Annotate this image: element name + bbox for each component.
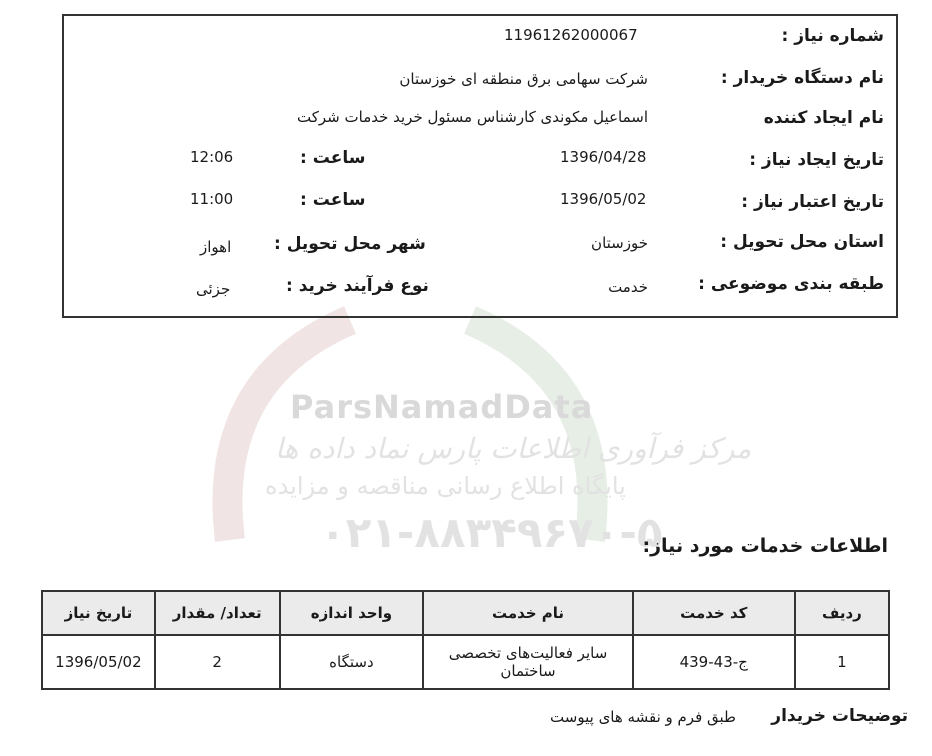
header-unit: واحد اندازه [280, 591, 424, 635]
watermark-line-2: پایگاه اطلاع رسانی مناقصه و مزایده [265, 472, 626, 500]
header-service-name: نام خدمت [423, 591, 632, 635]
process-value: جزئی [196, 280, 231, 298]
cell-service-name: سایر فعالیت‌های تخصصی ساختمان [423, 635, 632, 689]
valid-date-value: 1396/05/02 [560, 190, 647, 208]
cell-service-code: ج-43-439 [633, 635, 795, 689]
created-time-label: ساعت : [300, 148, 366, 168]
creator-label: نام ایجاد کننده [763, 108, 884, 128]
buyer-notes-value: طبق فرم و نقشه های پیوست [550, 708, 736, 726]
need-number-value: 11961262000067 [504, 26, 638, 44]
province-value: خوزستان [591, 234, 648, 252]
province-label: استان محل تحویل : [720, 232, 884, 252]
category-value: خدمت [608, 278, 648, 296]
services-title: اطلاعات خدمات مورد نیاز: [642, 535, 888, 557]
valid-time-value: 11:00 [190, 190, 234, 208]
created-date-value: 1396/04/28 [560, 148, 647, 166]
created-date-label: تاریخ ایجاد نیاز : [749, 150, 884, 170]
buyer-notes-label: توضیحات خریدار [771, 706, 908, 726]
need-number-label: شماره نیاز : [781, 26, 884, 46]
table-header-row [42, 591, 889, 635]
buyer-label: نام دستگاه خریدار : [720, 68, 884, 88]
header-service-code: کد خدمت [633, 591, 795, 635]
cell-row-number: 1 [795, 635, 889, 689]
header-need-date: تاریخ نیاز [42, 591, 155, 635]
created-time-value: 12:06 [190, 148, 234, 166]
city-label: شهر محل تحویل : [274, 234, 426, 254]
city-value: اهواز [200, 238, 232, 256]
table-row [42, 635, 889, 689]
buyer-value: شرکت سهامی برق منطقه ای خوزستان [399, 70, 648, 88]
services-table [41, 590, 890, 690]
valid-time-label: ساعت : [300, 190, 366, 210]
header-quantity: تعداد/ مقدار [155, 591, 280, 635]
watermark-phone: ۰۲۱-۸۸۳۴۹۶۷۰-۵ [320, 508, 663, 557]
need-info-box [62, 14, 898, 318]
watermark-line-1: مرکز فرآوری اطلاعات پارس نماد داده ها [275, 432, 752, 465]
process-label: نوع فرآیند خرید : [286, 276, 429, 296]
cell-need-date: 1396/05/02 [42, 635, 155, 689]
valid-date-label: تاریخ اعتبار نیاز : [741, 192, 884, 212]
cell-unit: دستگاه [280, 635, 424, 689]
creator-value: اسماعیل مکوندی کارشناس مسئول خرید خدمات شرکت [297, 108, 648, 126]
header-row-number: ردیف [795, 591, 889, 635]
cell-quantity: 2 [155, 635, 280, 689]
category-label: طبقه بندی موضوعی : [698, 274, 884, 294]
watermark-brand: ParsNamadData [290, 388, 594, 426]
